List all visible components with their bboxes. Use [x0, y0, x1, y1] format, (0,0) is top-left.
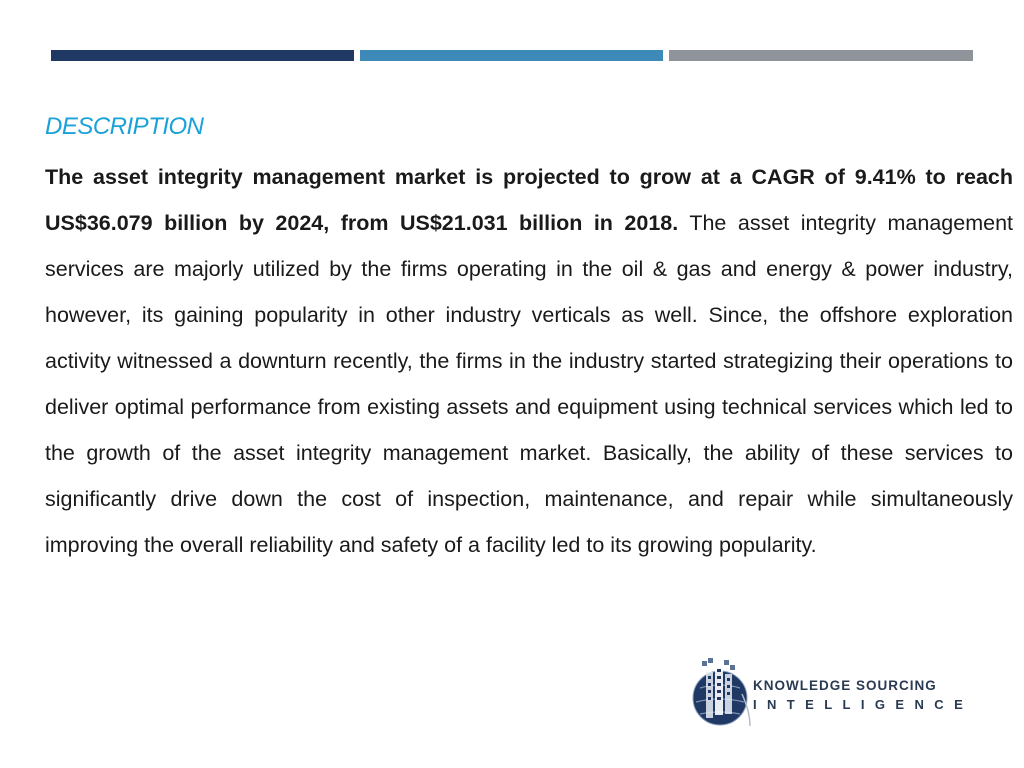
- section-heading: DESCRIPTION: [45, 113, 204, 140]
- header-bar-gray: [669, 50, 973, 61]
- logo-text-line2: INTELLIGENCE: [753, 697, 974, 712]
- company-logo: [690, 656, 974, 730]
- header-bar-dark-blue: [51, 50, 354, 61]
- globe-buildings-icon: [690, 656, 756, 730]
- header-color-bars: [51, 50, 973, 61]
- market-summary-bold: The asset integrity management market is projected to grow at a CAGR of 9.41% to reach US$36.079 billion by 2024, from US$21.031 billion in 2018.: [45, 165, 1013, 235]
- logo-text-line1: KNOWLEDGE SOURCING: [753, 678, 937, 693]
- description-body: The asset integrity management services are majorly utilized by the firms operating in the oil & gas and energy & power industry, however, its gaining popularity in other industry verticals as well. Since, the offshore exploration activity witnessed a downturn recently, the firms in the industry started strategizing their operations to deliver optimal performance from existing assets and equipment using technical services which led to the growth of the asset integrity management market. Basically, the ability of these services to significantly drive down the cost of inspection, maintenance, and repair while simultaneously improving the overall reliability and safety of a facility led to its growing popularity.: [45, 211, 1014, 557]
- header-bar-light-blue: [360, 50, 663, 61]
- description-paragraph: [45, 154, 1013, 568]
